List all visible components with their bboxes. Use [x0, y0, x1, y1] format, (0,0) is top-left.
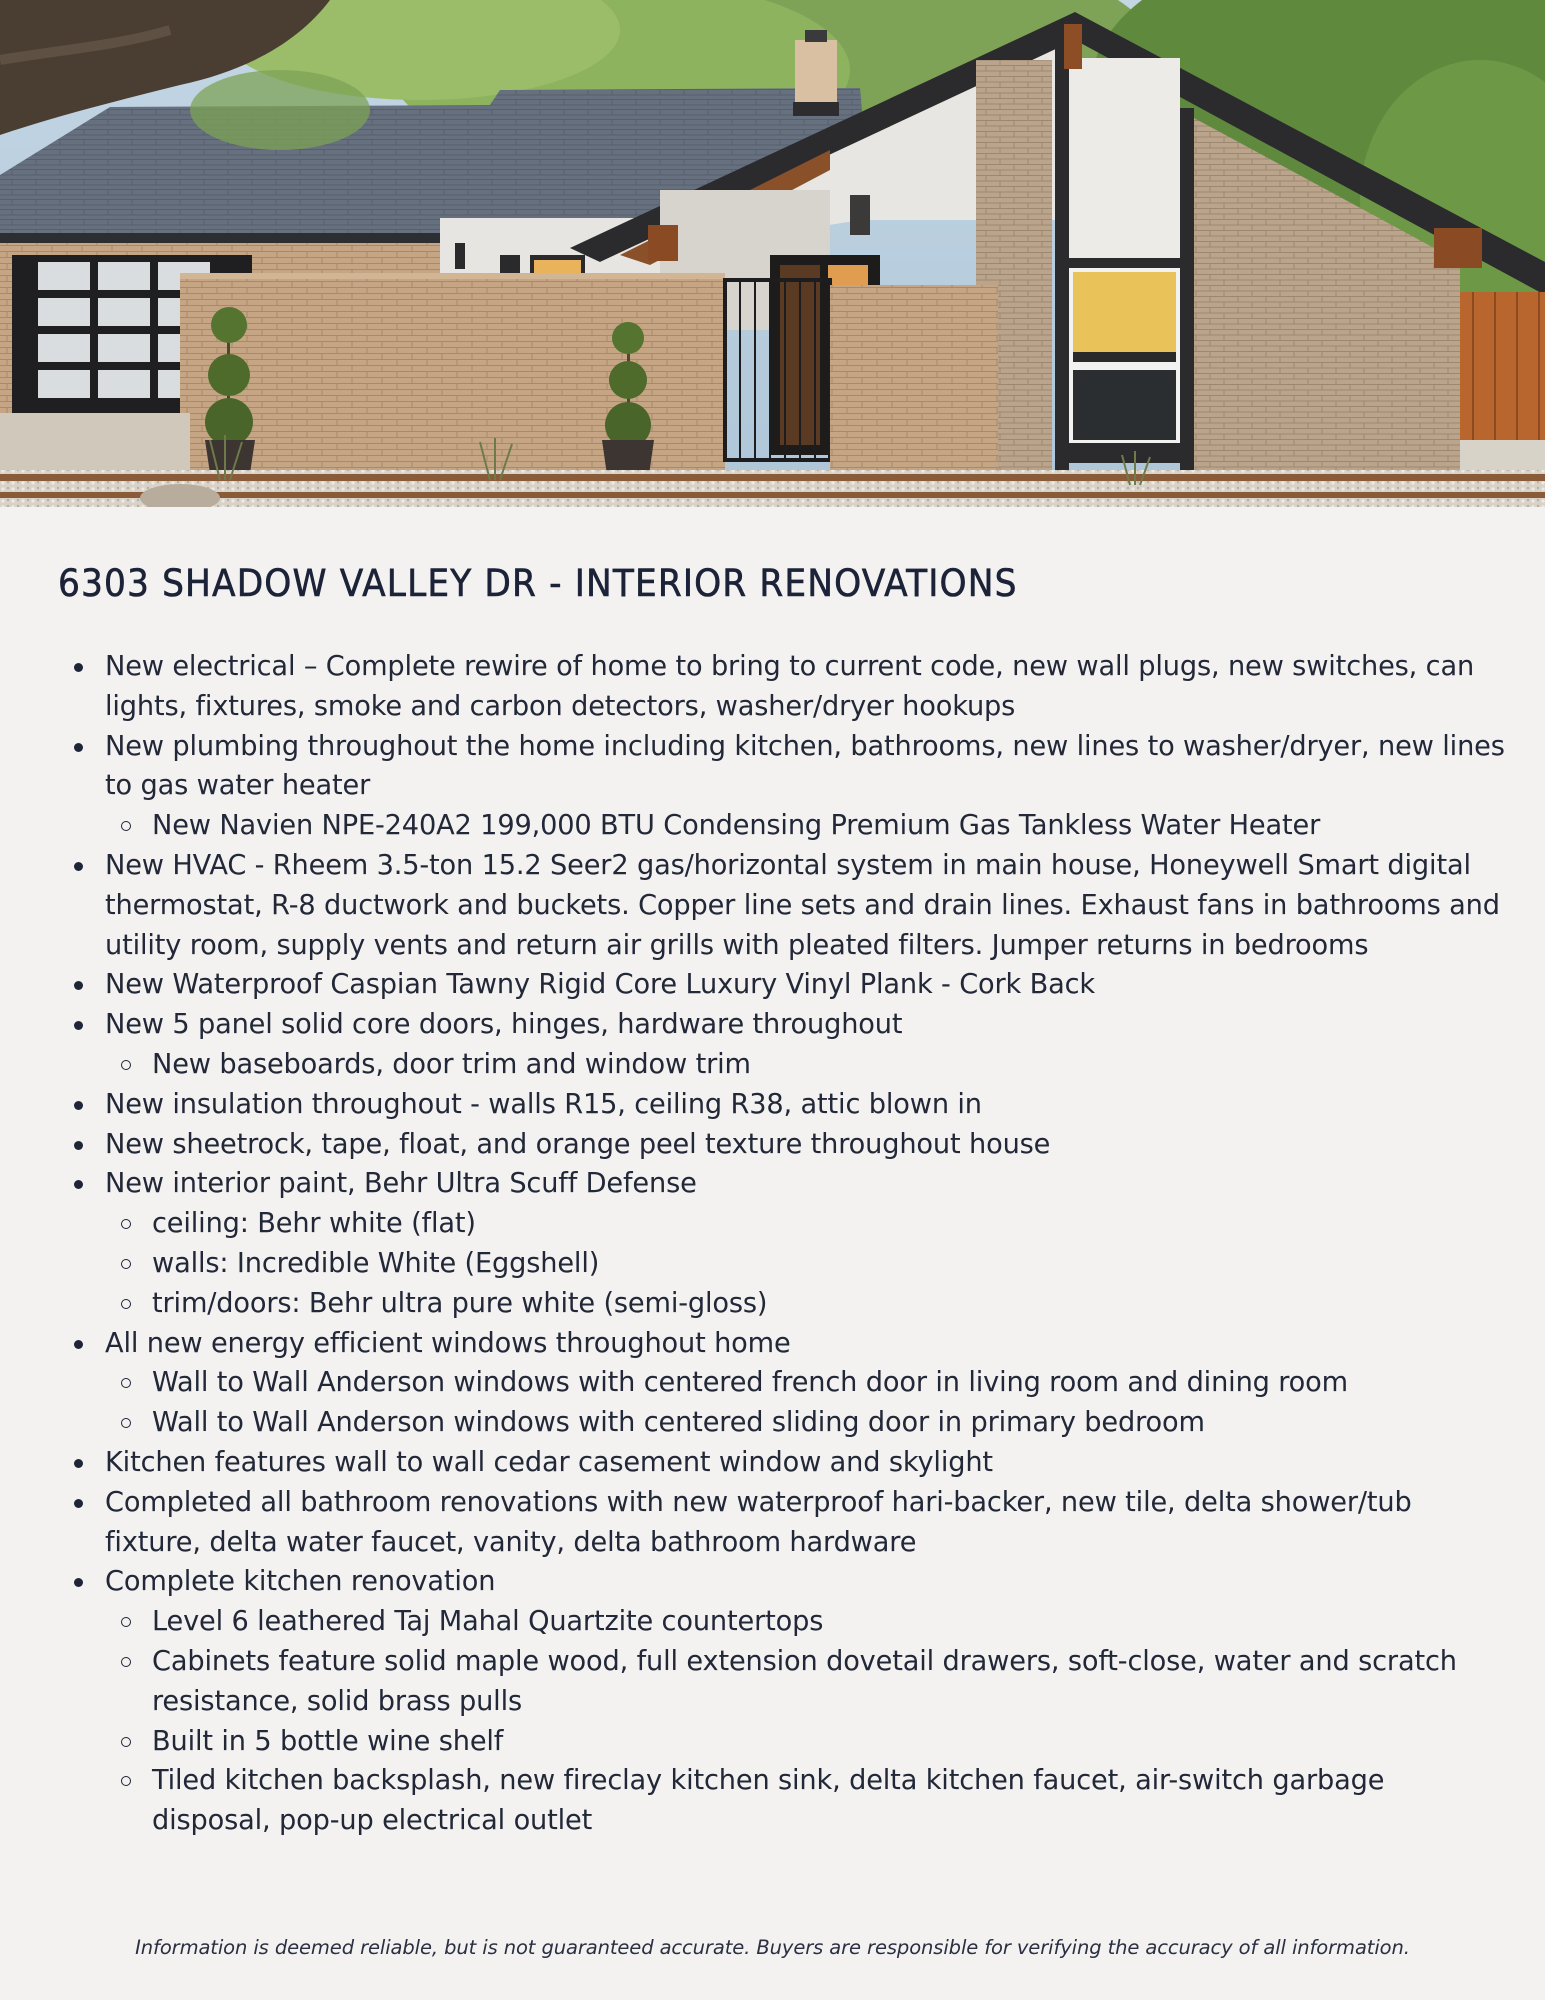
circle-bullet-icon — [121, 1219, 131, 1229]
disc-bullet-icon — [74, 743, 83, 752]
list-item-text: New insulation throughout - walls R15, ceiling R38, attic blown in — [105, 1088, 982, 1120]
list-item-text: New interior paint, Behr Ultra Scuff Defense — [105, 1168, 697, 1200]
list-item-text: Completed all bathroom renovations with new waterproof hari-backer, new tile, delta shower/tub fixture, delta water faucet, vanity, delta bathroom hardware — [105, 1486, 1412, 1558]
list-item — [0, 1562, 1545, 1602]
list-item-text: New 5 panel solid core doors, hinges, hardware throughout — [105, 1009, 903, 1041]
disc-bullet-icon — [74, 1141, 83, 1150]
list-item — [0, 1324, 1545, 1364]
list-item-text: New sheetrock, tape, float, and orange peel texture throughout house — [105, 1128, 1051, 1160]
circle-bullet-icon — [121, 821, 131, 831]
list-item — [0, 965, 1545, 1005]
page-title: 6303 SHADOW VALLEY DR - INTERIOR RENOVATIONS — [58, 562, 1018, 605]
hero-photo — [0, 0, 1545, 507]
circle-bullet-icon — [121, 1657, 131, 1667]
disc-bullet-icon — [74, 862, 83, 871]
list-item-text: New Waterproof Caspian Tawny Rigid Core Luxury Vinyl Plank - Cork Back — [105, 969, 1096, 1001]
list-item-text: New HVAC - Rheem 3.5-ton 15.2 Seer2 gas/horizontal system in main house, Honeywell Smart digital thermostat, R-8 ductwork and buckets. Copper line sets and drain lines. Exhaust fans in bathrooms and utility room, supply vents and return air grills with pleated filters. Jumper returns in bedrooms — [105, 849, 1500, 961]
circle-bullet-icon — [121, 1299, 131, 1309]
list-item-text: trim/doors: Behr ultra pure white (semi-gloss) — [152, 1287, 768, 1319]
circle-bullet-icon — [121, 1060, 131, 1070]
disc-bullet-icon — [74, 1578, 83, 1587]
list-item — [0, 846, 1545, 965]
list-item-text: New plumbing throughout the home including kitchen, bathrooms, new lines to washer/dryer, new lines to gas water heater — [105, 730, 1505, 802]
sub-list-item — [0, 1642, 1545, 1722]
disc-bullet-icon — [74, 981, 83, 990]
circle-bullet-icon — [121, 1737, 131, 1747]
sub-list-item — [0, 1244, 1545, 1284]
list-item — [0, 1443, 1545, 1483]
list-item — [0, 1085, 1545, 1125]
list-item-text: Complete kitchen renovation — [105, 1566, 496, 1598]
list-item-text: All new energy efficient windows throughout home — [105, 1327, 791, 1359]
list-item-text: Wall to Wall Anderson windows with centered sliding door in primary bedroom — [152, 1407, 1205, 1439]
disclaimer: Information is deemed reliable, but is not guaranteed accurate. Buyers are responsible for verifying the accuracy of all information. — [135, 1936, 1410, 1959]
house-exterior-illustration — [0, 0, 1545, 507]
sub-list-item — [0, 1602, 1545, 1642]
list-item — [0, 1483, 1545, 1563]
sub-list-item — [0, 1204, 1545, 1244]
list-item-text: New Navien NPE-240A2 199,000 BTU Condensing Premium Gas Tankless Water Heater — [152, 810, 1321, 842]
sub-list-item — [0, 1761, 1545, 1841]
list-item — [0, 727, 1545, 807]
list-item — [0, 647, 1545, 727]
circle-bullet-icon — [121, 1776, 131, 1786]
circle-bullet-icon — [121, 1418, 131, 1428]
disc-bullet-icon — [74, 1459, 83, 1468]
list-item-text: Level 6 leathered Taj Mahal Quartzite countertops — [152, 1606, 824, 1638]
circle-bullet-icon — [121, 1378, 131, 1388]
disc-bullet-icon — [74, 1340, 83, 1349]
list-item-text: ceiling: Behr white (flat) — [152, 1208, 476, 1240]
list-item-text: walls: Incredible White (Eggshell) — [152, 1247, 600, 1279]
list-item-text: New baseboards, door trim and window trim — [152, 1048, 751, 1080]
sub-list-item — [0, 1722, 1545, 1762]
sub-list-item — [0, 1363, 1545, 1403]
circle-bullet-icon — [121, 1617, 131, 1627]
list-item — [0, 1125, 1545, 1165]
sub-list-item — [0, 1403, 1545, 1443]
list-item-text: Cabinets feature solid maple wood, full extension dovetail drawers, soft-close, water and scratch resistance, solid brass pulls — [152, 1645, 1457, 1717]
disc-bullet-icon — [74, 1499, 83, 1508]
disc-bullet-icon — [74, 1180, 83, 1189]
sub-list-item — [0, 806, 1545, 846]
circle-bullet-icon — [121, 1259, 131, 1269]
list-item — [0, 1164, 1545, 1204]
list-item — [0, 1005, 1545, 1045]
list-item-text: Built in 5 bottle wine shelf — [152, 1725, 504, 1757]
sub-list-item — [0, 1284, 1545, 1324]
list-item-text: Kitchen features wall to wall cedar casement window and skylight — [105, 1446, 993, 1478]
disc-bullet-icon — [74, 1021, 83, 1030]
list-item-text: Wall to Wall Anderson windows with centered french door in living room and dining room — [152, 1367, 1348, 1399]
list-item-text: Tiled kitchen backsplash, new fireclay kitchen sink, delta kitchen faucet, air-switch garbage disposal, pop-up electrical outlet — [152, 1765, 1385, 1837]
sub-list-item — [0, 1045, 1545, 1085]
renovation-list — [0, 647, 1545, 1841]
disc-bullet-icon — [74, 1101, 83, 1110]
list-item-text: New electrical – Complete rewire of home to bring to current code, new wall plugs, new switches, can lights, fixtures, smoke and carbon detectors, washer/dryer hookups — [105, 651, 1475, 722]
disc-bullet-icon — [74, 663, 83, 672]
